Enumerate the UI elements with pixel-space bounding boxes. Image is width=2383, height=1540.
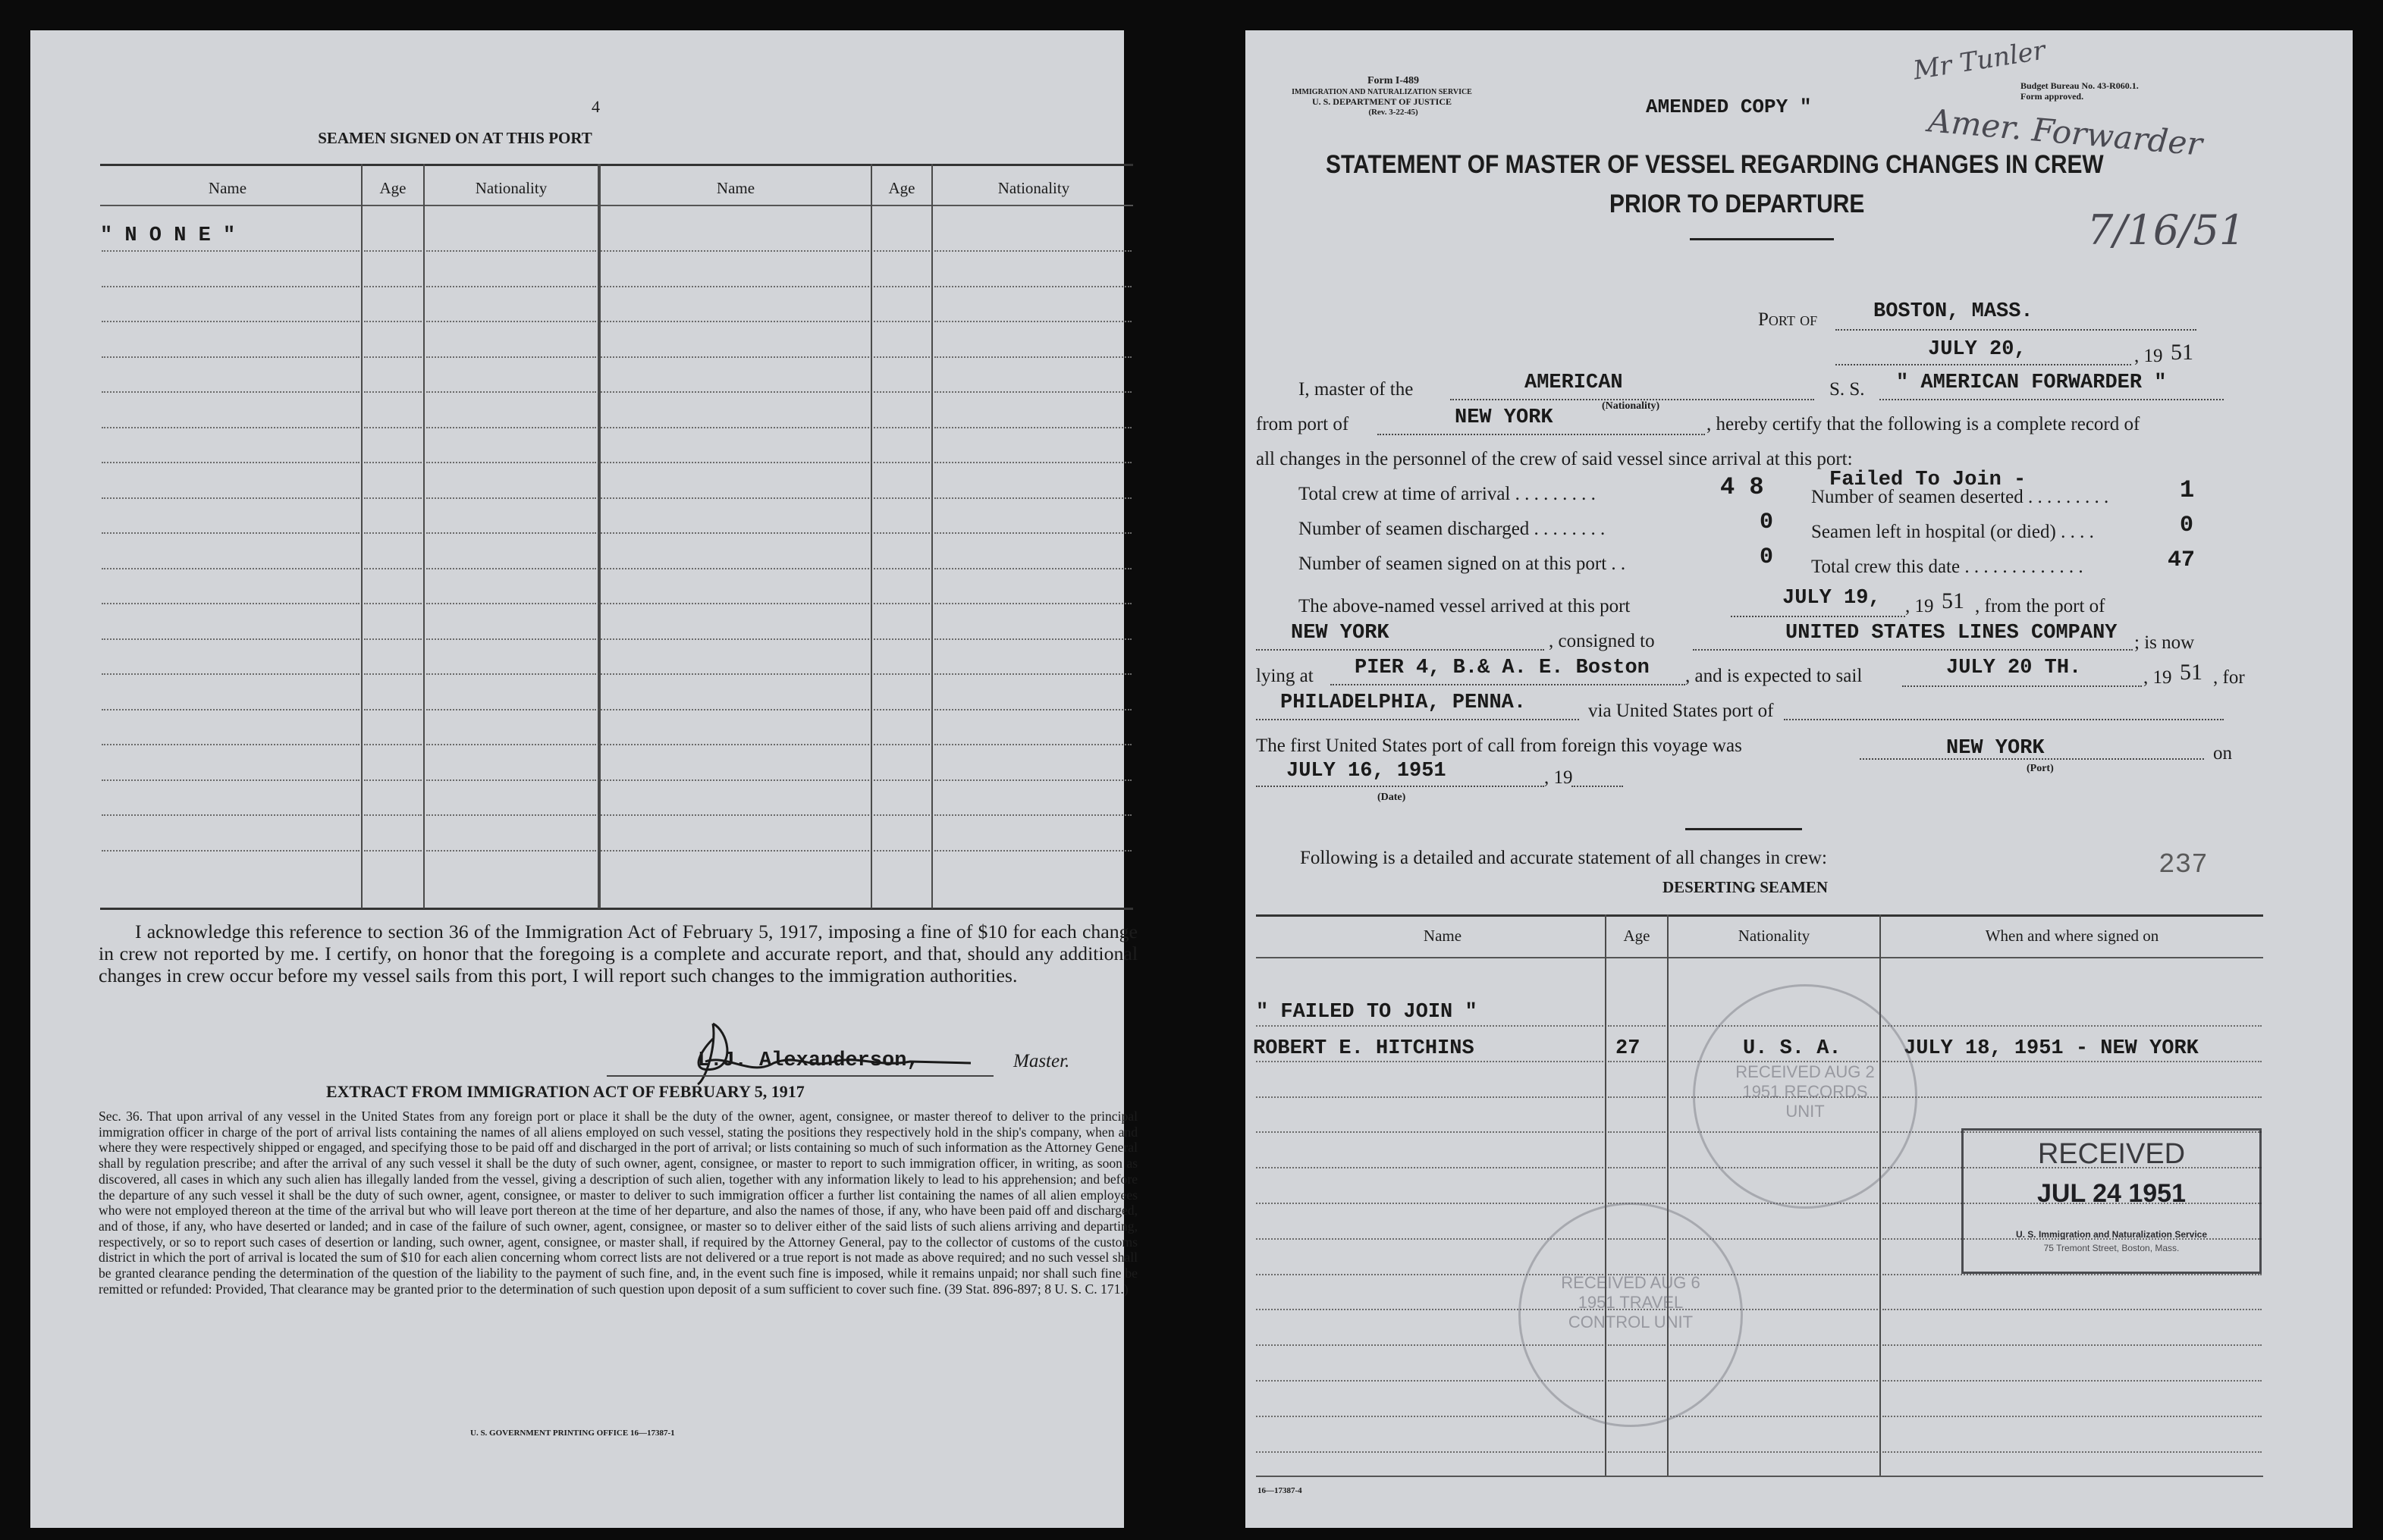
form-title: STATEMENT OF MASTER OF VESSEL REGARDING CHANGES IN CREW — [1326, 150, 2104, 179]
table-row-line — [102, 250, 359, 252]
certification-text: I acknowledge this reference to section 36 of the Immigration Act of February 5, 1917, imposing a fine of $10 for each change in crew not reported by me. I certify, on honor that the foregoing is a complete and accurate report, and that, should any additional changes in crew occur before my vessel sails from this port, I will report such changes to the immigration authorities. — [99, 921, 1138, 986]
destination-value: PHILADELPHIA, PENNA. — [1280, 692, 1527, 714]
table-row-line — [102, 814, 359, 816]
port-value: BOSTON, MASS. — [1873, 300, 2033, 323]
year-value: 51 — [2171, 340, 2193, 365]
table-row-line — [364, 603, 422, 604]
table-row-line — [426, 638, 596, 640]
table-row-line — [364, 532, 422, 534]
blank-line — [1256, 649, 1544, 651]
blank-line — [1330, 684, 1685, 685]
table-row-line — [934, 391, 1132, 393]
table-row-line — [601, 744, 869, 745]
table-row-line — [874, 427, 930, 428]
table-row-line — [364, 638, 422, 640]
extract-title: EXTRACT FROM IMMIGRATION ACT OF FEBRUARY 5, 1917 — [326, 1082, 805, 1101]
table-row-line — [874, 638, 930, 640]
vessel-name: " AMERICAN FORWARDER " — [1896, 372, 2167, 394]
on-label: on — [2213, 743, 2232, 764]
table-row-line — [102, 286, 359, 287]
table-row-line — [426, 568, 596, 569]
table-row-line — [874, 391, 930, 393]
printer-line: U. S. GOVERNMENT PRINTING OFFICE 16—17387-1 — [470, 1429, 675, 1438]
table-row-line — [1256, 1451, 1603, 1453]
seaman-nationality: U. S. A. — [1743, 1037, 1841, 1060]
table-row-line — [426, 603, 596, 604]
table-row-line — [1882, 1096, 2262, 1098]
column-divider — [423, 164, 425, 908]
table-row-line — [1882, 1416, 2262, 1417]
table-row-line — [1256, 1416, 1603, 1417]
table-row-line — [934, 673, 1132, 675]
certify-text-2: all changes in the personnel of the crew of said vessel since arrival at this port: — [1256, 449, 1853, 469]
table-row-line — [601, 814, 869, 816]
seaman-signed-on: JULY 18, 1951 - NEW YORK — [1904, 1037, 2199, 1060]
nationality-caption: (Nationality) — [1602, 400, 1660, 412]
consigned-label: , consigned to — [1549, 631, 1655, 651]
table-row-line — [426, 356, 596, 358]
first-port-value: NEW YORK — [1946, 737, 2045, 760]
table-row-line — [364, 250, 422, 252]
lying-at-label: lying at — [1256, 666, 1314, 686]
table-row-line — [934, 462, 1132, 463]
table-row-line — [426, 779, 596, 781]
from-the-port-of: , from the port of — [1975, 596, 2105, 616]
from-port-value: NEW YORK — [1455, 406, 1553, 429]
table-row-line — [934, 321, 1132, 322]
table-row-line — [1256, 1061, 1603, 1062]
table-row-line — [102, 709, 359, 710]
discharged-value: 0 — [1760, 510, 1774, 535]
amended-copy: AMENDED COPY " — [1646, 96, 1812, 118]
following-text: Following is a detailed and accurate statement of all changes in crew: — [1300, 848, 1827, 868]
received-stamp-agency: U. S. Immigration and Naturalization Service — [2015, 1229, 2208, 1240]
department-name: U. S. DEPARTMENT OF JUSTICE — [1311, 96, 1452, 107]
records-unit-stamp — [1693, 984, 1917, 1209]
blank-line — [1377, 434, 1705, 435]
blank-line — [1731, 616, 1905, 617]
records-unit-stamp-text: RECEIVED AUG 2 1951 RECORDS UNIT — [1735, 1062, 1875, 1121]
master-of-label: I, master of the — [1298, 379, 1414, 400]
table-row-line — [102, 638, 359, 640]
table-row-line — [934, 638, 1132, 640]
table-bottom-rule — [1256, 1476, 2263, 1477]
column-header-name: Name — [208, 179, 247, 197]
table-row-line — [1882, 1309, 2262, 1310]
table-row-line — [426, 427, 596, 428]
table-row-line — [102, 779, 359, 781]
table-row-line — [1608, 1167, 1666, 1168]
table-row-line — [601, 532, 869, 534]
table-row-line — [426, 286, 596, 287]
table-note: " FAILED TO JOIN " — [1256, 1001, 1477, 1024]
certify-text: , hereby certify that the following is a complete record of — [1706, 414, 2140, 434]
table-row-line — [1256, 1167, 1603, 1168]
table-row-line — [426, 250, 596, 252]
table-row-line — [601, 391, 869, 393]
form-number: Form I-489 — [1367, 75, 1420, 86]
table-row-line — [1882, 1451, 2262, 1453]
sail-year-prefix: , 19 — [2143, 667, 2172, 688]
arrived-year-prefix: , 19 — [1905, 596, 1934, 616]
table-row-line — [426, 497, 596, 499]
blank-line — [1835, 364, 2131, 365]
column-divider — [871, 164, 872, 908]
table-row-line — [934, 497, 1132, 499]
table-row-line — [601, 638, 869, 640]
table-row-line — [426, 462, 596, 463]
table-row-line — [1256, 1025, 1603, 1027]
table-row-line — [1256, 1096, 1603, 1098]
table-row-line — [364, 462, 422, 463]
hospital-value: 0 — [2180, 513, 2194, 538]
table-row-line — [102, 462, 359, 463]
table-row-line — [1882, 1274, 2262, 1275]
table-row-line — [874, 356, 930, 358]
table-row-line — [874, 497, 930, 499]
blank-line — [1256, 786, 1544, 787]
table-row-line — [102, 356, 359, 358]
from-port-label: from port of — [1256, 414, 1349, 434]
table-row-line — [1670, 1451, 1878, 1453]
table-row-line — [874, 462, 930, 463]
table-row-line — [934, 744, 1132, 745]
table-row-line — [874, 673, 930, 675]
table-row-line — [102, 603, 359, 604]
table-row-line — [364, 427, 422, 428]
table-row-line — [102, 744, 359, 745]
table-row-line — [934, 779, 1132, 781]
table-row-line — [934, 250, 1132, 252]
column-divider — [931, 164, 933, 908]
table-row-line — [601, 286, 869, 287]
handwritten-date: 7/16/51 — [2087, 206, 2246, 254]
table-row-line — [102, 427, 359, 428]
table-row-line — [874, 744, 930, 745]
discharged-label: Number of seamen discharged . . . . . . . . — [1298, 519, 1606, 539]
form-revision: (Rev. 3-22-45) — [1368, 108, 1418, 117]
column-header-signed-on: When and where signed on — [1985, 927, 2159, 945]
signature-line — [607, 1075, 994, 1077]
deserted-label: Number of seamen deserted . . . . . . . . . — [1811, 487, 2109, 507]
blank-line — [1693, 649, 2133, 651]
table-row-line — [1608, 1025, 1666, 1027]
table-row-line — [934, 356, 1132, 358]
left-page — [30, 30, 1138, 1528]
table-row-line — [874, 779, 930, 781]
table-row-line — [934, 568, 1132, 569]
table-row-line — [426, 673, 596, 675]
table-row-line — [426, 814, 596, 816]
blank-line — [1879, 399, 2224, 400]
table-row-line — [1882, 1061, 2262, 1062]
total-crew-arrival-label: Total crew at time of arrival . . . . . . . . . — [1298, 484, 1596, 504]
table-row-line — [102, 568, 359, 569]
table-row-line — [601, 497, 869, 499]
budget-bureau: Budget Bureau No. 43-R060.1. — [2020, 80, 2139, 91]
table-row-line — [102, 497, 359, 499]
blank-line — [1835, 329, 2196, 331]
pier-value: PIER 4, B.& A. E. Boston — [1355, 657, 1650, 679]
table-row-line — [934, 532, 1132, 534]
table-row-line — [364, 814, 422, 816]
table-row-line — [934, 427, 1132, 428]
table-row-line — [426, 709, 596, 710]
first-port-label: The first United States port of call from foreign this voyage was — [1256, 735, 1742, 756]
form-subtitle: PRIOR TO DEPARTURE — [1609, 190, 1865, 218]
consignee-value: UNITED STATES LINES COMPANY — [1785, 622, 2118, 645]
section-title: SEAMEN SIGNED ON AT THIS PORT — [318, 129, 592, 147]
column-divider — [361, 164, 363, 908]
received-stamp-address: 75 Tremont Street, Boston, Mass. — [2043, 1243, 2180, 1253]
table-row-line — [364, 850, 422, 852]
table-row-line — [601, 427, 869, 428]
table-top-rule — [1256, 914, 2263, 917]
table-row-line — [601, 250, 869, 252]
arrived-date: JULY 19, — [1782, 587, 1881, 610]
column-header-nationality: Nationality — [997, 179, 1070, 197]
table-row-line — [601, 356, 869, 358]
table-row-line — [874, 250, 930, 252]
master-title: Master. — [1013, 1051, 1070, 1071]
table-row-line — [102, 391, 359, 393]
sail-year: 51 — [2180, 660, 2202, 685]
table-row-line — [874, 532, 930, 534]
blank-line — [1902, 685, 2142, 687]
table-row-line — [1608, 1131, 1666, 1133]
table-row-line — [1256, 1203, 1603, 1204]
table-row-line — [1256, 1131, 1603, 1133]
statement-date: JULY 20, — [1928, 338, 2027, 361]
table-row-line — [364, 356, 422, 358]
table-row-line — [601, 850, 869, 852]
table-row-line — [874, 286, 930, 287]
table-row-line — [601, 568, 869, 569]
table-row-line — [102, 673, 359, 675]
handwritten-vessel: Amer. Forwarder — [1926, 102, 2204, 163]
table-row-line — [364, 779, 422, 781]
table-row-line — [1608, 1451, 1666, 1453]
failed-to-join-note: Failed To Join - — [1829, 469, 2027, 491]
table-row-line — [601, 462, 869, 463]
table-row-line — [364, 497, 422, 499]
arrived-year: 51 — [1942, 588, 1964, 613]
first-date-value: JULY 16, 1951 — [1286, 760, 1446, 783]
blank-line — [1784, 719, 2224, 720]
year-prefix: , 19 — [2134, 346, 2163, 366]
table-row-line — [102, 850, 359, 852]
table-row-line — [601, 321, 869, 322]
table-row-line — [364, 391, 422, 393]
travel-control-stamp — [1518, 1203, 1743, 1427]
table-row-line — [1608, 1061, 1666, 1062]
is-now-label: ; is now — [2134, 632, 2195, 653]
date-caption: (Date) — [1377, 792, 1406, 803]
column-header-name: Name — [716, 179, 755, 197]
printer-line: 16—17387-4 — [1257, 1486, 1302, 1495]
table-header-rule — [1256, 957, 2263, 958]
table-row-line — [874, 568, 930, 569]
via-label: via United States port of — [1588, 701, 1774, 721]
table-row-line — [874, 603, 930, 604]
table-row-line — [934, 850, 1132, 852]
port-label: Port of — [1758, 309, 1818, 330]
extract-body: Sec. 36. That upon arrival of any vessel in the United States from any foreign port or place it shall be the duty of the owner, agent, consignee, or master thereof to deliver to the principal immigration officer in charge of the port of arrival lists containing the names of all aliens employed on such vessel, stating the positions they respectively hold in the ship's company, when and where they were respectively shipped or engaged, and specifying those to be paid off and discharged in the port of arrival; or lists containing so much of such information as the Attorney General shall by regulation prescribe; and after the arrival of any such vessel it shall be the duty of such owner, agent, consignee, or master to report to such immigration officer, in writing, as soon as discovered, all cases in which any such alien has illegally landed from the vessel, giving a description of such alien, together with any information likely to lead to his apprehension; and before the departure of any such vessel it shall be the duty of such owner, agent, consignee, or master to deliver to such immigration officer a further list containing the names of all alien employees who were not employed thereon at the time of the arrival but who will leave port thereon at the time of her departure, and also the names of those, if any, who have been paid off and discharged, and of those, if any, who have deserted or landed; and in case of the failure of such owner, agent, consignee, or master so to deliver either of the said lists of such aliens arriving and departing, respectively, or so to report such cases of desertion or landing, such owner, agent, consignee, or master shall, if required by the Attorney General, pay to the collector of customs of the customs district in which the port of arrival is located the sum of $10 for each alien concerning whom correct lists are not delivered or a true report is not made as above required; and no such vessel shall be granted clearance pending the determination of the question of the liability to the payment of such fine, and, in the event such fine is imposed, while it remains unpaid; nor shall such fine be remitted or refunded: Provided, That clearance may be granted prior to the determination of such question upon deposit of a sum sufficient to cover such fine. (39 Stat. 896-897; 8 U. S. C. 171.) — [99, 1109, 1138, 1297]
table-row-line — [426, 321, 596, 322]
column-header-nationality: Nationality — [475, 179, 548, 197]
right-page — [1245, 30, 2353, 1528]
received-stamp — [1961, 1128, 2262, 1274]
origin-port: NEW YORK — [1291, 622, 1389, 645]
none-entry: " N O N E " — [100, 224, 236, 247]
column-divider — [1879, 914, 1881, 1476]
agency-name: IMMIGRATION AND NATURALIZATION SERVICE — [1292, 88, 1472, 96]
table-row-line — [1670, 1416, 1878, 1417]
table-bottom-rule — [100, 908, 1133, 910]
table-row-line — [102, 532, 359, 534]
blank-line — [1860, 758, 2204, 760]
total-crew-date-value: 47 — [2168, 547, 2196, 573]
table-row-line — [1882, 1380, 2262, 1382]
table-row-line — [601, 673, 869, 675]
page-number: 4 — [592, 97, 600, 116]
table-row-line — [364, 286, 422, 287]
table-row-line — [1608, 1096, 1666, 1098]
table-row-line — [874, 709, 930, 710]
section-rule — [1685, 828, 1802, 830]
seaman-name: ROBERT E. HITCHINS — [1253, 1037, 1474, 1060]
table-row-line — [364, 673, 422, 675]
column-header-age: Age — [1623, 927, 1650, 945]
table-row-line — [934, 286, 1132, 287]
for-label: , for — [2213, 667, 2245, 688]
table-row-line — [601, 709, 869, 710]
column-divider — [598, 164, 601, 908]
table-row-line — [874, 814, 930, 816]
table-row-line — [934, 814, 1132, 816]
stamp-number: 237 — [2159, 849, 2208, 880]
table-header-rule — [100, 205, 1133, 206]
table-row-line — [601, 603, 869, 604]
table-row-line — [1882, 1344, 2262, 1346]
column-header-nationality: Nationality — [1738, 927, 1810, 945]
table-row-line — [934, 709, 1132, 710]
column-header-age: Age — [379, 179, 407, 197]
table-row-line — [102, 321, 359, 322]
blank-line — [1256, 719, 1579, 720]
travel-control-stamp-text: RECEIVED AUG 6 1951 TRAVEL CONTROL UNIT — [1561, 1273, 1700, 1331]
table-row-line — [364, 568, 422, 569]
table-row-line — [426, 744, 596, 745]
master-name: L.J. Alexanderson, — [698, 1049, 919, 1072]
sail-date: JULY 20 TH. — [1946, 657, 2082, 679]
table-row-line — [874, 321, 930, 322]
table-row-line — [1882, 1025, 2262, 1027]
signed-on-label: Number of seamen signed on at this port . . — [1298, 554, 1626, 574]
table-row-line — [934, 603, 1132, 604]
ss-label: S. S. — [1829, 379, 1865, 400]
table-row-line — [874, 850, 930, 852]
table-top-rule — [100, 164, 1133, 166]
expected-label: , and is expected to sail — [1685, 666, 1863, 686]
port-caption: (Port) — [2027, 763, 2054, 774]
first-year-suffix: , 19 — [1544, 767, 1573, 788]
received-stamp-title: RECEIVED — [2037, 1138, 2186, 1170]
seaman-age: 27 — [1615, 1037, 1640, 1060]
table-row-line — [426, 850, 596, 852]
nationality-value: AMERICAN — [1524, 372, 1623, 394]
title-rule — [1690, 238, 1834, 240]
table-row-line — [364, 709, 422, 710]
signed-on-value: 0 — [1760, 544, 1774, 570]
total-crew-arrival-value: 4 8 — [1720, 473, 1764, 501]
deserting-title: DESERTING SEAMEN — [1662, 878, 1829, 896]
table-row-line — [601, 779, 869, 781]
arrived-label: The above-named vessel arrived at this port — [1298, 596, 1631, 616]
column-header-name: Name — [1423, 927, 1462, 945]
received-stamp-date: JUL 24 1951 — [2037, 1179, 2186, 1208]
column-header-age: Age — [888, 179, 915, 197]
hospital-label: Seamen left in hospital (or died) . . . . — [1811, 522, 2094, 542]
blank-line — [1571, 786, 1623, 787]
table-row-line — [426, 532, 596, 534]
deserted-value: 1 — [2180, 476, 2195, 504]
total-crew-date-label: Total crew this date . . . . . . . . . . . . . — [1811, 557, 2083, 577]
handwritten-note: Mr Tunler — [1910, 35, 2048, 86]
table-row-line — [364, 744, 422, 745]
table-row-line — [364, 321, 422, 322]
form-approved: Form approved. — [2020, 91, 2084, 102]
table-row-line — [426, 391, 596, 393]
